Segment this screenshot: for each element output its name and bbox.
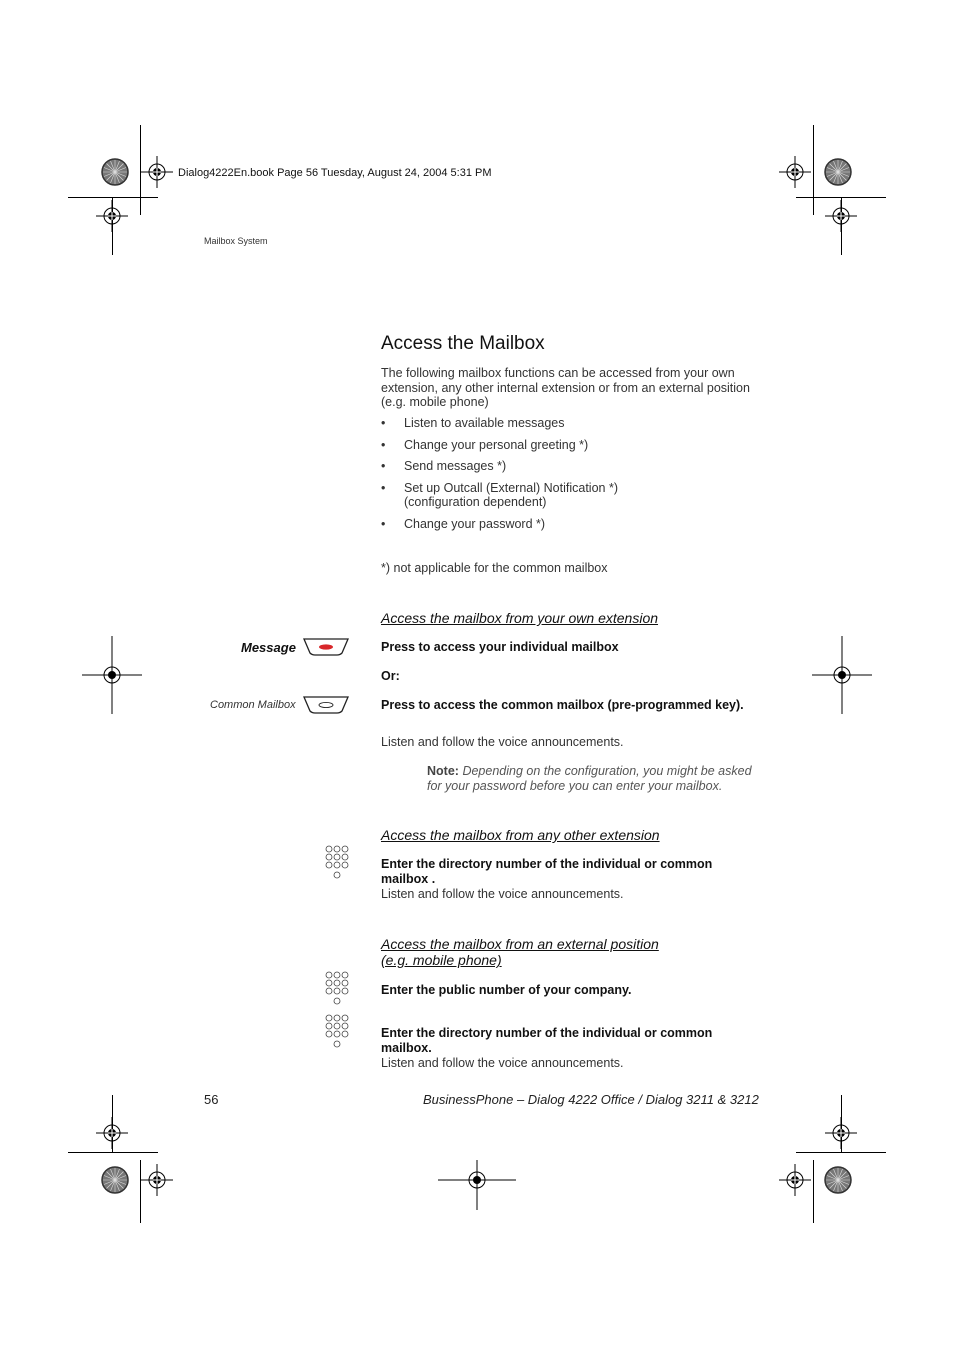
note: [427, 764, 762, 793]
common-instruction: Press to access the common mailbox (pre-programmed key).: [381, 698, 744, 712]
footnote: *) not applicable for the common mailbox: [381, 561, 608, 575]
external-instruction-mailbox: Enter the directory number of the individual or common mailbox.: [381, 1026, 713, 1055]
note-text: Depending on the configuration, you might be asked for your password before you can enter your mailbox.: [427, 764, 752, 793]
follow-instruction: Listen and follow the voice announcements.: [381, 887, 624, 901]
other-extension-instruction: Enter the directory number of the individual or common mailbox .: [381, 857, 713, 886]
follow-instruction: Listen and follow the voice announcements.: [381, 735, 624, 749]
message-key-label: Message: [241, 640, 296, 655]
list-item: • Change your personal greeting *): [381, 438, 761, 453]
keypad-icon: [325, 971, 351, 1007]
intro-paragraph: The following mailbox functions can be accessed from your own extension, any other internal extension or from an external position (e.g. mobile phone): [381, 366, 750, 409]
other-extension-heading: Access the mailbox from any other extension: [381, 827, 660, 843]
note-label: Note:: [427, 764, 459, 778]
external-heading-line1: Access the mailbox from an external position: [381, 936, 659, 952]
keypad-icon: [325, 845, 351, 881]
list-item: • Listen to available messages: [381, 416, 761, 431]
print-info: Dialog4222En.book Page 56 Tuesday, August 24, 2004 5:31 PM: [178, 167, 492, 179]
own-extension-heading: Access the mailbox from your own extension: [381, 610, 659, 626]
or-label: Or:: [381, 669, 400, 683]
keypad-icon: [325, 1014, 351, 1050]
section-header: Mailbox System: [204, 236, 268, 246]
message-instruction: Press to access your individual mailbox: [381, 640, 619, 654]
external-instruction-company: Enter the public number of your company.: [381, 983, 632, 997]
follow-instruction: Listen and follow the voice announcements.: [381, 1056, 624, 1070]
common-mailbox-key-label: Common Mailbox: [210, 699, 296, 711]
footer-title: BusinessPhone – Dialog 4222 Office / Dialog 3211 & 3212: [423, 1092, 759, 1107]
external-heading-line2: (e.g. mobile phone): [381, 952, 502, 968]
page-number: 56: [204, 1092, 219, 1107]
page-title: Access the Mailbox: [381, 333, 545, 354]
message-key-icon[interactable]: [302, 637, 350, 657]
list-item: • Set up Outcall (External) Notification *) (configuration dependent): [381, 481, 624, 510]
common-mailbox-key-icon[interactable]: [302, 695, 350, 715]
list-item: • Send messages *): [381, 459, 761, 474]
list-item: • Change your password *): [381, 517, 761, 532]
function-list: [381, 416, 761, 538]
